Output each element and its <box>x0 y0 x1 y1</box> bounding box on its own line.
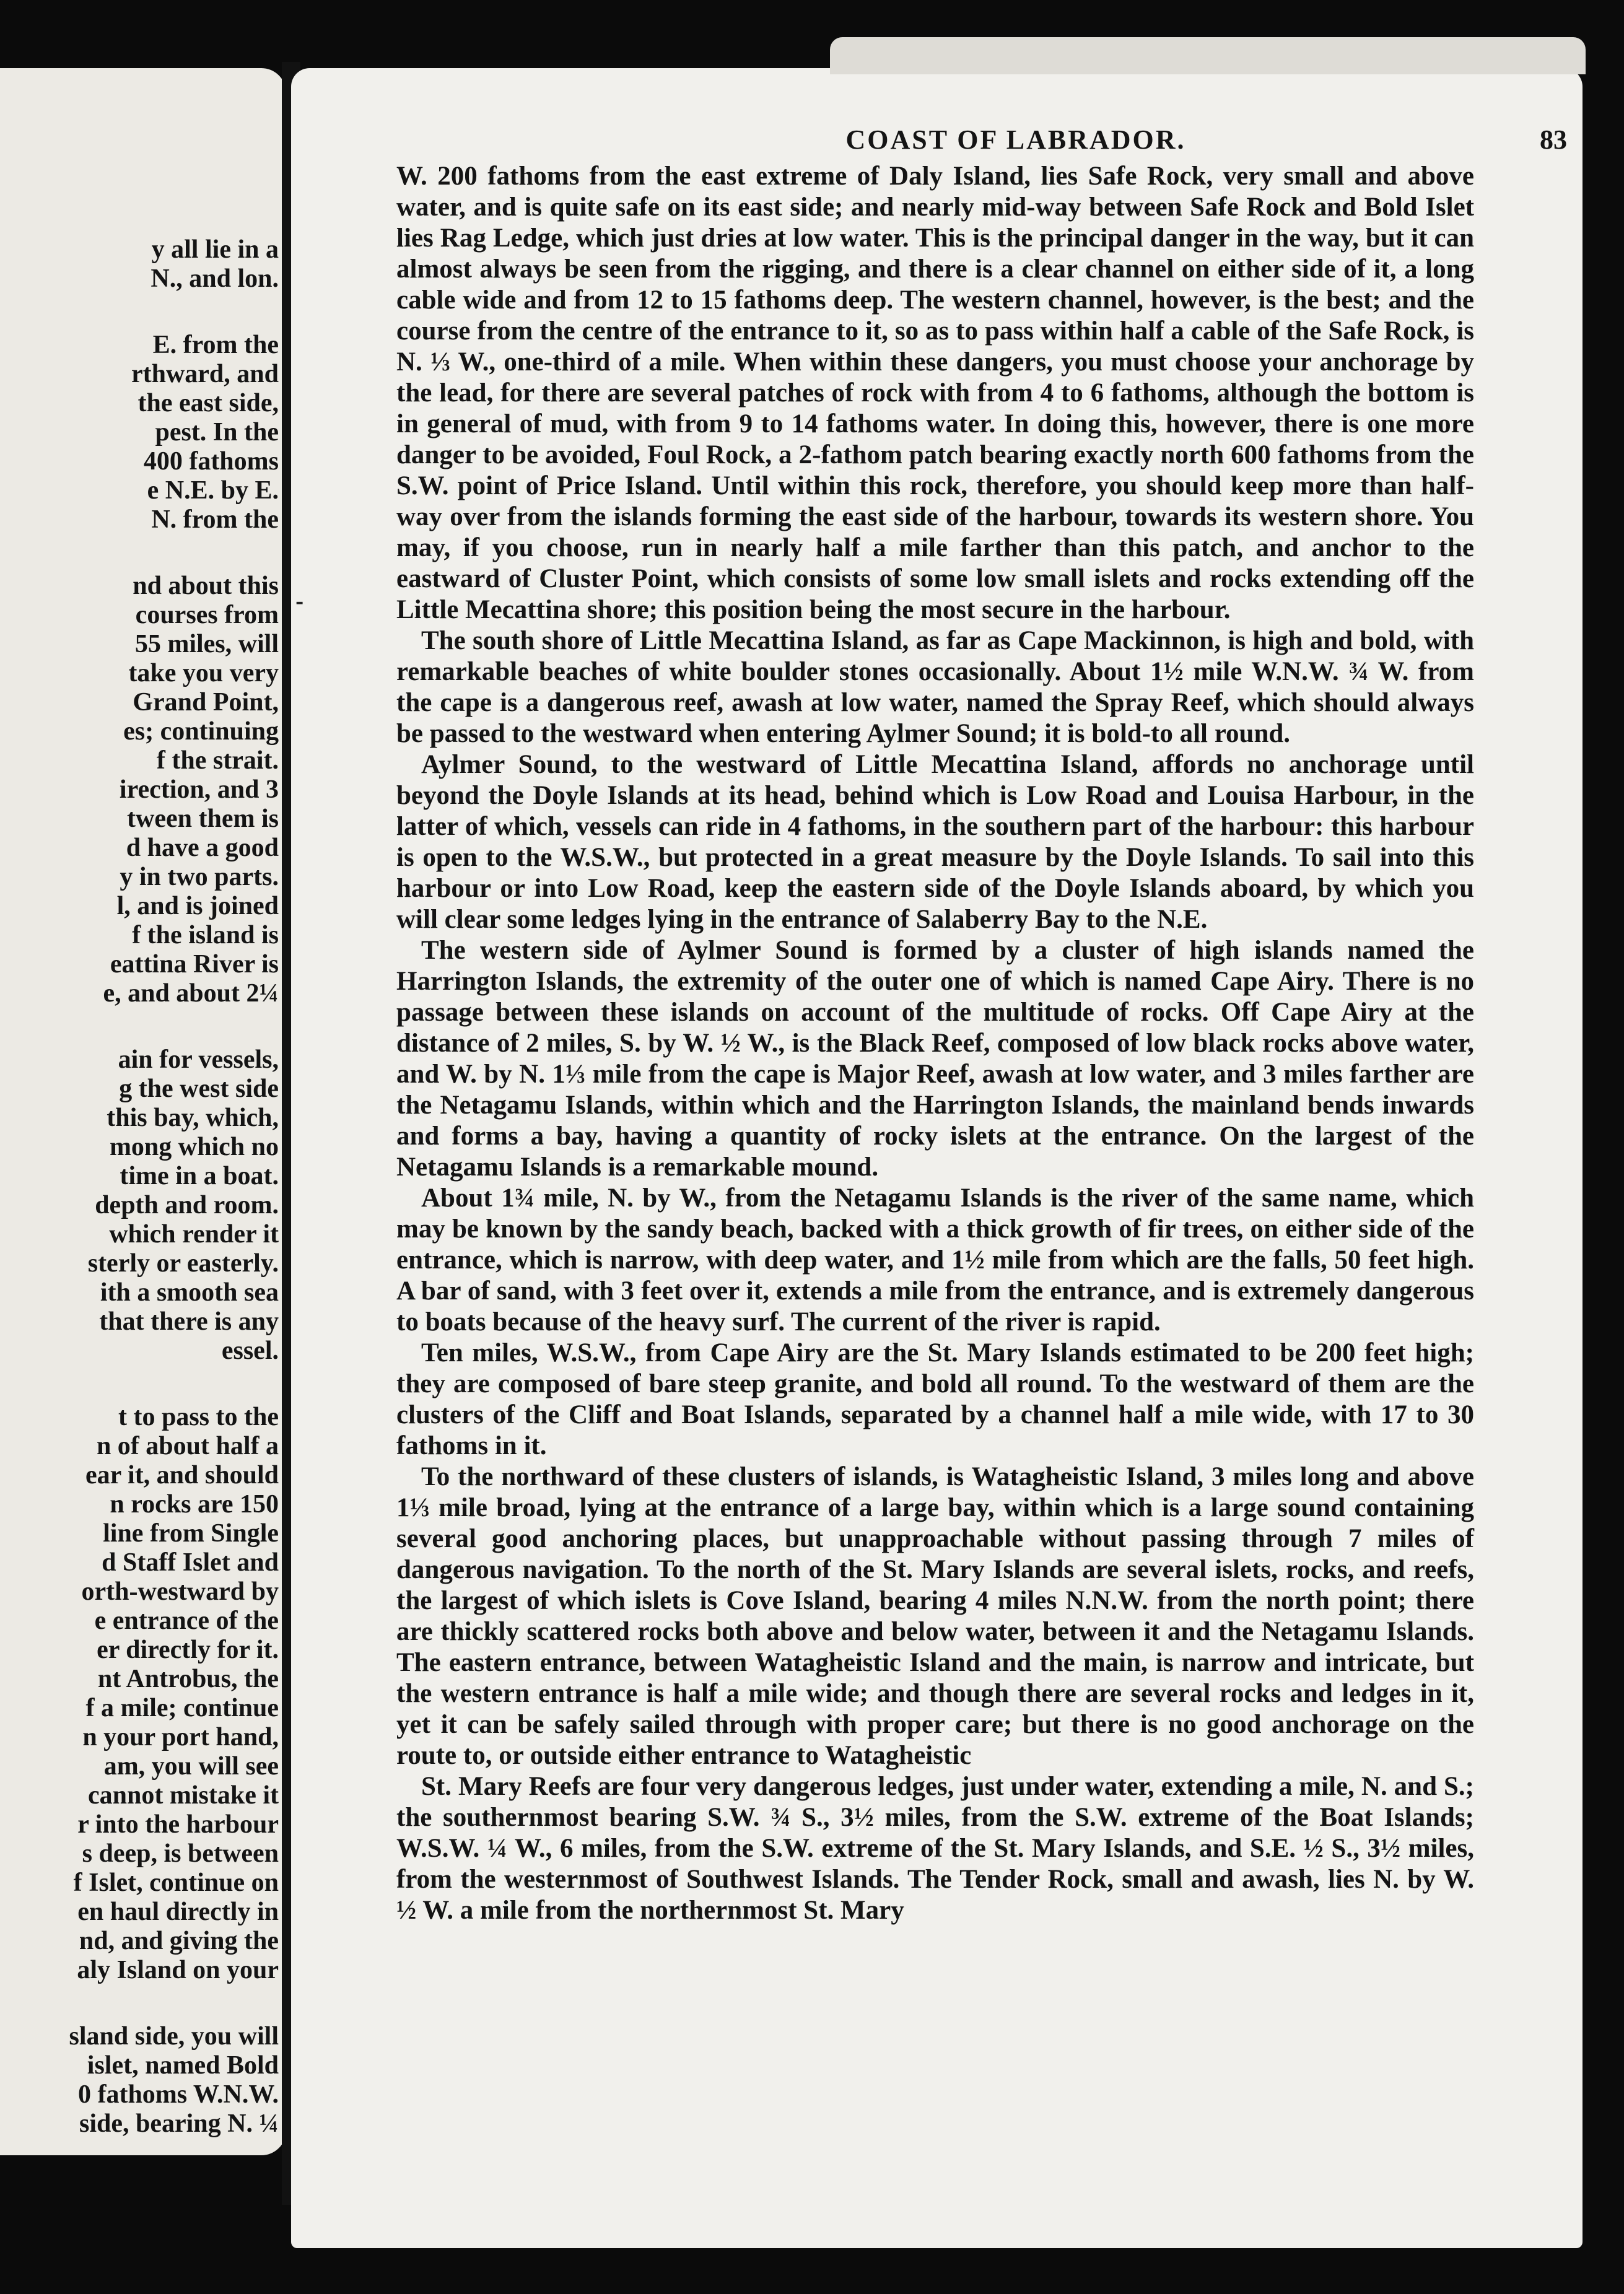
left-page-line: am, you will see <box>103 1752 279 1781</box>
line-gap <box>6 294 279 331</box>
left-page-line: cannot mistake it <box>88 1781 279 1810</box>
left-page-line: es; continuing <box>123 717 279 746</box>
left-page-line: essel. <box>221 1337 279 1365</box>
left-page-line: nd about this <box>133 572 279 600</box>
left-page-line: orth-westward by <box>81 1577 279 1606</box>
line-gap <box>6 1985 279 2022</box>
left-page-line: r into the harbour <box>77 1810 279 1839</box>
page-header <box>477 124 1567 161</box>
line-gap <box>6 534 279 572</box>
paragraph: To the northward of these clusters of islands, is Watagheistic Island, 3 miles long and above 1⅓ mile broad, lying at the entrance of a large bay, within which is a large sound containing several good anchoring places, but unapproachable without passing through 7 miles of dangerous navigation. To the north of the St. Mary Islands are several islets, rocks, and reefs, the largest of which islets is Cove Island, bearing 4 miles N.N.W. from the north point; there are thickly scattered rocks both above and below water, between it and the Netagamu Islands. The eastern entrance, between Watagheistic Island and the main, is narrow and intricate, but the western entrance is half a mile wide; and though there are several rocks and ledges in it, yet it can be safely sailed through with proper care; but there is no good anchorage on the route to, or outside either entrance to Watagheistic <box>396 1462 1474 1770</box>
left-page-line: aly Island on your <box>77 1956 279 1984</box>
paragraph: Ten miles, W.S.W., from Cape Airy are the St. Mary Islands estimated to be 200 feet high; they are composed of bare steep granite, and bold all round. To the westward of them are the clusters of the Cliff and Boat Islands, separated by a channel half a mile wide, with 17 to 30 fathoms in it. <box>396 1338 1474 1460</box>
left-page-line: time in a boat. <box>120 1162 279 1190</box>
left-page-line: d have a good <box>126 834 279 862</box>
left-page-line: f the island is <box>132 921 279 949</box>
left-page-line: t to pass to the <box>118 1403 279 1431</box>
left-page-line: l, and is joined <box>116 892 279 920</box>
left-page-line: this bay, which, <box>107 1104 279 1132</box>
left-page-line: take you very <box>128 659 279 687</box>
left-page-line: N. from the <box>151 505 279 534</box>
left-page-line: s deep, is between <box>82 1839 279 1868</box>
left-page-line: y all lie in a <box>151 235 279 264</box>
left-page-line: rthward, and <box>131 360 279 388</box>
left-page-line: tween them is <box>127 805 279 833</box>
left-page-line: 400 fathoms <box>143 447 279 476</box>
left-page-line: islet, named Bold <box>87 2051 279 2080</box>
left-page-line: nd, and giving the <box>79 1927 279 1955</box>
left-page-line: ith a smooth sea <box>100 1278 279 1307</box>
left-page-line: y in two parts. <box>120 863 279 891</box>
left-page-line: d Staff Islet and <box>102 1548 279 1577</box>
left-page-line: nt Antrobus, the <box>97 1665 279 1693</box>
left-page-line: f the strait. <box>156 746 279 775</box>
left-page-line: depth and room. <box>95 1191 279 1219</box>
paragraph: The south shore of Little Mecattina Island, as far as Cape Mackinnon, is high and bold, with remarkable beaches of white boulder stones occasionally. About 1½ mile W.N.W. ¾ W. from the cape is a dangerous reef, awash at low water, named the Spray Reef, which should always be passed to the westward when entering Aylmer Sound; it is bold-to all round. <box>396 626 1474 748</box>
left-page-line: n rocks are 150 <box>110 1490 279 1519</box>
paragraph: W. 200 fathoms from the east extreme of Daly Island, lies Safe Rock, very small and above water, and is quite safe on its east side; and nearly mid-way between Safe Rock and Bold Islet lies Rag Ledge, which just dries at low water. This is the principal danger in the way, but it can almost always be seen from the rigging, and there is a clear channel on either side of it, a long cable wide and from 12 to 15 fathoms deep. The western channel, however, is the best; and the course from the centre of the entrance to it, so as to pass within half a cable of the Safe Rock, is N. ⅓ W., one-third of a mile. When within these dangers, you must choose your anchorage by the lead, for there are several patches of rock with from 4 to 6 fathoms, although the bottom is in general of mud, with from 9 to 14 fathoms water. In doing this, however, there is one more danger to be avoided, Foul Rock, a 2-fathom patch bearing exactly north 600 fathoms from the S.W. point of Price Island. Until within this rock, therefore, you should keep more than half-way over from the islands forming the east side of the harbour, towards its western shore. You may, if you choose, run in nearly half a mile farther than this patch, and anchor to the eastward of Cluster Point, which consists of some low small islets and rocks extending off the Little Mecattina shore; this position being the most secure in the harbour. <box>396 162 1474 624</box>
left-page-line: n your port hand, <box>82 1723 279 1751</box>
left-page-line: E. from the <box>152 331 279 359</box>
left-page-line: eattina River is <box>110 950 279 979</box>
page-number: 83 <box>1540 124 1567 155</box>
left-page-line: e N.E. by E. <box>147 476 279 505</box>
left-page-line: line from Single <box>103 1519 279 1548</box>
margin-mark: ⁃ <box>294 591 305 616</box>
left-page-line: courses from <box>135 601 279 629</box>
left-page-line: Grand Point, <box>133 688 279 717</box>
left-page-line: N., and lon. <box>151 264 279 293</box>
left-page-line: mong which no <box>109 1133 279 1161</box>
running-head: COAST OF LABRADOR. <box>845 124 1186 155</box>
left-page-line: ear it, and should <box>85 1461 279 1489</box>
body-text <box>396 161 1474 1926</box>
left-page-line: 0 fathoms W.N.W. <box>77 2080 279 2109</box>
left-page-line: n of about half a <box>96 1432 279 1460</box>
left-page-line: pest. In the <box>155 418 279 447</box>
left-page-line: 55 miles, will <box>134 630 279 658</box>
left-page-line: sterly or easterly. <box>87 1249 279 1278</box>
left-page-line: sland side, you will <box>69 2022 279 2051</box>
left-page-line: e, and about 2¼ <box>103 979 279 1008</box>
left-page-line: ain for vessels, <box>118 1045 279 1074</box>
page-curl <box>830 37 1586 74</box>
left-page-line: side, bearing N. ¼ <box>79 2109 279 2138</box>
paragraph: About 1¾ mile, N. by W., from the Netagamu Islands is the river of the same name, which may be known by the sandy beach, backed with a thick growth of fir trees, on either side of the entrance, which is narrow, with deep water, and 1½ mile from which are the falls, 50 feet high. A bar of sand, with 3 feet over it, extends a mile from the entrance, and is extremely dangerous to boats because of the heavy surf. The current of the river is rapid. <box>396 1184 1474 1337</box>
left-page-line: en haul directly in <box>77 1898 279 1926</box>
left-page-text <box>6 235 279 2139</box>
paragraph: The western side of Aylmer Sound is formed by a cluster of high islands named the Harrington Islands, the extremity of the outer one of which is named Cape Airy. There is no passage between these islands on account of the multitude of rocks. Off Cape Airy at the distance of 2 miles, S. by W. ½ W., is the Black Reef, composed of low black rocks above water, and W. by N. 1⅓ mile from the cape is Major Reef, awash at low water, and 3 miles farther are the Netagamu Islands, within which and the Harrington Islands, the mainland bends inwards and forms a bay, having a quantity of rocky islets at the entrance. On the largest of the Netagamu Islands is a remarkable mound. <box>396 936 1474 1182</box>
left-page-line: the east side, <box>138 389 279 417</box>
paragraph: St. Mary Reefs are four very dangerous ledges, just under water, extending a mile, N. and S.; the southernmost bearing S.W. ¾ S., 3½ miles, from the S.W. extreme of the Boat Islands; W.S.W. ¼ W., 6 miles, from the S.W. extreme of the St. Mary Islands, and S.E. ½ S., 3½ miles, from the westernmost of Southwest Islands. The Tender Rock, small and awash, lies N. by W. ½ W. a mile from the northernmost St. Mary <box>396 1772 1474 1925</box>
line-gap <box>6 1008 279 1045</box>
left-page-line: e entrance of the <box>94 1607 279 1635</box>
left-page-line: that there is any <box>99 1307 279 1336</box>
left-page-line: f a mile; continue <box>85 1694 279 1722</box>
paragraph: Aylmer Sound, to the westward of Little Mecattina Island, affords no anchorage until beyond the Doyle Islands at its head, behind which is Low Road and Louisa Harbour, in the latter of which, vessels can ride in 4 fathoms, in the southern part of the harbour: this harbour is open to the W.S.W., but protected in a great measure by the Doyle Islands. To sail into this harbour or into Low Road, keep the eastern side of the Doyle Islands aboard, by which you will clear some ledges lying in the entrance of Salaberry Bay to the N.E. <box>396 750 1474 934</box>
left-page-line: which render it <box>109 1220 279 1249</box>
left-page-line: g the west side <box>119 1075 279 1103</box>
left-page <box>0 68 286 2155</box>
left-page-line: irection, and 3 <box>119 775 279 804</box>
left-page-line: er directly for it. <box>97 1636 279 1664</box>
left-page-line: f Islet, continue on <box>73 1869 279 1897</box>
line-gap <box>6 1366 279 1403</box>
